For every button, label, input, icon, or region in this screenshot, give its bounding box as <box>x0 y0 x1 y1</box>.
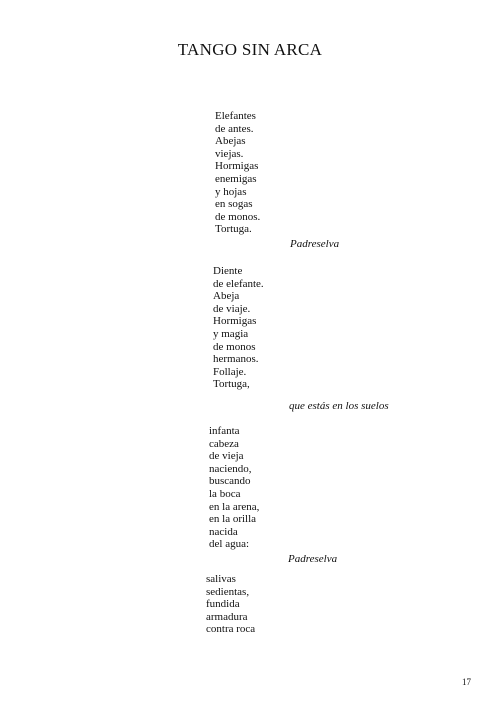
verse-line: hermanos. <box>213 353 259 366</box>
verse-line: de vieja <box>209 450 244 463</box>
stanza-2 <box>213 265 264 391</box>
verse-line: Abejas <box>215 135 246 148</box>
refrain-suelos: que estás en los suelos <box>289 400 389 412</box>
verse-line: Hormigas <box>215 160 259 173</box>
verse-line: armadura <box>206 610 248 623</box>
verse-line: contra roca <box>206 623 256 636</box>
verse-line: Abeja <box>213 290 240 303</box>
verse-line: y hojas <box>215 185 247 198</box>
verse-line: Follaje. <box>213 365 247 378</box>
page-title: TANGO SIN ARCA <box>177 40 323 59</box>
page-number: 17 <box>462 677 471 687</box>
verse-line: en sogas <box>215 198 253 211</box>
verse-line: Tortuga, <box>213 378 250 391</box>
verse-line: Tortuga. <box>215 223 252 236</box>
verse-line: Elefantes <box>215 110 256 122</box>
verse-line: en la orilla <box>209 513 257 526</box>
verse-line: Hormigas <box>213 315 257 328</box>
verse-line: infanta <box>209 425 240 437</box>
stanza-1 <box>215 110 260 236</box>
verse-line: la boca <box>209 487 241 500</box>
refrain-padreselva: Padreselva <box>288 553 338 565</box>
verse-line: fundida <box>206 598 240 611</box>
verse-line: viejas. <box>215 147 244 160</box>
verse-line: cabeza <box>209 437 239 450</box>
verse-line: salivas <box>206 573 236 585</box>
stanza-4 <box>206 573 255 636</box>
verse-line: Diente <box>213 265 243 277</box>
verse-line: del agua: <box>209 538 250 551</box>
verse-line: nacida <box>209 525 238 538</box>
verse-line: de elefante. <box>213 277 264 290</box>
refrain-padreselva: Padreselva <box>290 238 340 250</box>
verse-line: de antes. <box>215 122 254 135</box>
verse-line: enemigas <box>215 172 257 185</box>
stanza-3 <box>209 425 259 551</box>
verse-line: naciendo, <box>209 462 252 475</box>
verse-line: de monos. <box>215 210 261 223</box>
verse-line: de viaje. <box>213 302 251 315</box>
verse-line: sedientas, <box>206 585 250 598</box>
verse-line: en la arena, <box>209 500 260 513</box>
verse-line: y magia <box>213 327 249 340</box>
verse-line: buscando <box>209 475 251 488</box>
verse-line: de monos <box>213 340 256 353</box>
